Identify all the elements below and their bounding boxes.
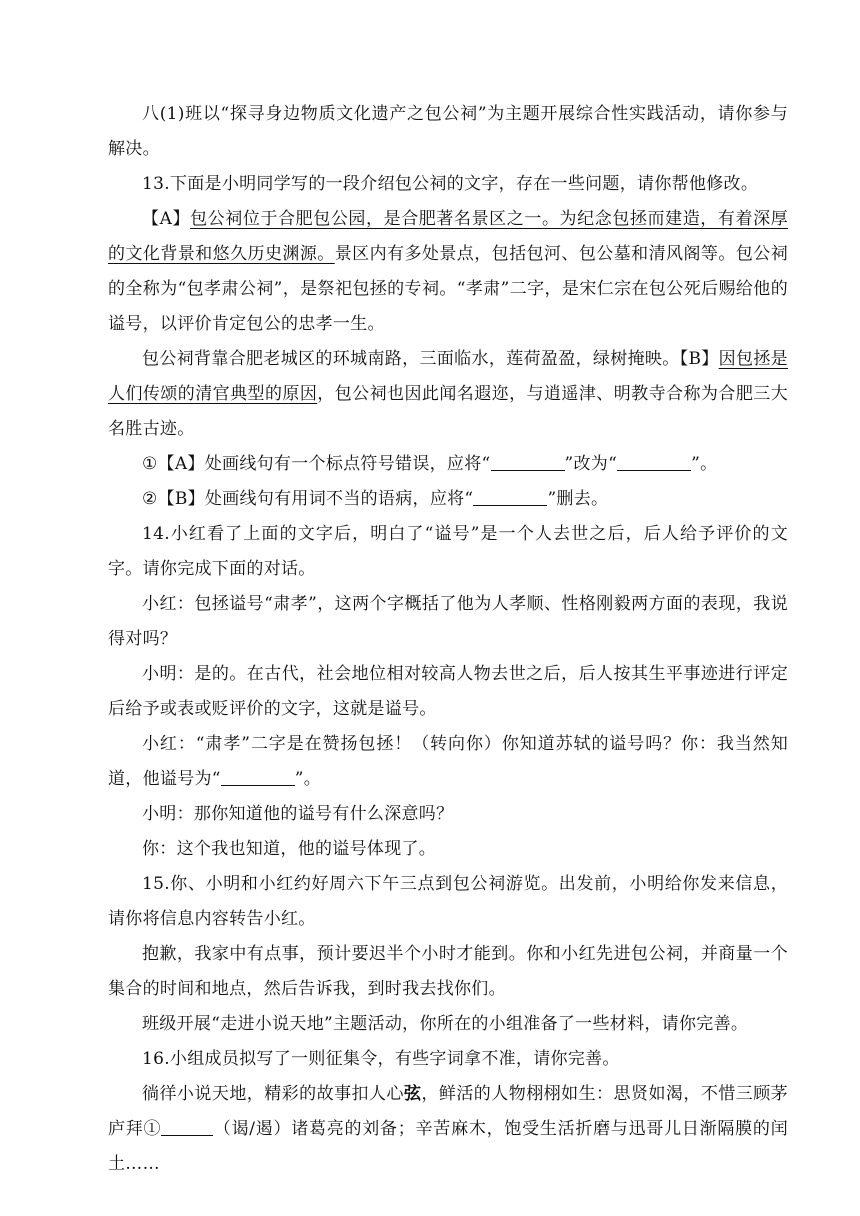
dialogue-line-3 [108,727,788,797]
underlined-sentence-b: 因包拯是人们传颂的清官典型的原因 [108,349,788,404]
intro-paragraph [108,97,788,167]
q15-message [108,937,788,1007]
q16-paragraph [108,1077,788,1182]
answer-blank-2[interactable] [617,452,691,471]
answer-blank-4[interactable] [221,767,295,786]
passage-2-before: 包公祠背靠合肥老城区的环城南路，三面临水，莲荷盈盈，绿树掩映。 [142,349,680,369]
sub2-part-a: ②【B】处画线句有用词不当的语病，应将“ [142,489,474,509]
sub2-part-b: ”删去。 [547,489,609,509]
dialogue-1-text: 小红：包拯谥号“肃孝”，这两个字概括了他为人孝顺、性格刚毅两方面的表现，我说得对吗？ [108,594,788,649]
dialogue-3-part-b: ”。 [294,769,322,789]
dialogue-line-1 [108,587,788,657]
q13-passage-paragraph-2 [108,342,788,447]
underlined-sentence-a: 包公祠位于合肥包公园，是合肥著名景区之一。为纪念包拯而建造，有着深厚的文化背景和悠久历史渊源。 [108,209,788,264]
q16-part-a: 徜徉小说天地，精彩的故事扣人心 [142,1084,404,1104]
q16-part-b: ，鲜活的人物栩栩如生：思贤如渴，不惜三顾茅庐拜① [108,1084,788,1139]
dialogue-line-5 [108,832,788,867]
dialogue-line-4 [108,797,788,832]
dialogue-line-2 [108,657,788,727]
q16-stem-text: 16.小组成员拟写了一则征集令，有些字词拿不准，请你完善。 [142,1049,620,1069]
tag-a: 【A】 [142,209,191,229]
q13-stem [108,167,788,202]
q15-stem [108,867,788,937]
q15-stem-text: 15.你、小明和小红约好周六下午三点到包公祠游览。出发前，小明给你发来信息，请你将信息内容转告小红。 [108,874,788,929]
dialogue-3-part-a: 小红：“肃孝”二字是在赞扬包拯！（转向你）你知道苏轼的谥号吗？你：我当然知道，他谥号为“ [108,734,788,789]
tag-b: 【B】 [679,349,719,369]
intro-text: 八(1)班以“探寻身边物质文化遗产之包公祠”为主题开展综合性实践活动，请你参与解决。 [108,104,788,159]
q15-message-text: 抱歉，我家中有点事，预计要迟半个小时才能到。你和小红先进包公祠，并商量一个集合的时间和地点，然后告诉我，到时我去找你们。 [108,944,788,999]
document-body [108,97,788,1182]
dialogue-5-text: 你：这个我也知道，他的谥号体现了。 [142,839,437,859]
q14-stem [108,517,788,587]
activity-2-text: 班级开展“走进小说天地”主题活动，你所在的小组准备了一些材料，请你完善。 [142,1014,749,1034]
q16-part-c: （谒/遏）诸葛亮的刘备；辛苦麻木，饱受生活折磨与迅哥儿日渐隔膜的闰土…… [108,1119,788,1174]
answer-blank-1[interactable] [491,452,565,471]
q13-stem-text: 13.下面是小明同学写的一段介绍包公祠的文字，存在一些问题，请你帮他修改。 [142,174,759,194]
q13-subquestion-1 [108,447,788,482]
dialogue-2-text: 小明：是的。在古代，社会地位相对较高人物去世之后，后人按其生平事迹进行评定后给予或表或贬评价的文字，这就是谥号。 [108,664,788,719]
sub1-part-a: ①【A】处画线句有一个标点符号错误，应将“ [142,454,491,474]
answer-blank-3[interactable] [473,487,547,506]
q13-passage-paragraph-1 [108,202,788,342]
passage-2-after: ，包公祠也因此闻名遐迩，与逍遥津、明教寺合称为合肥三大名胜古迹。 [108,384,788,439]
passage-1-rest: 景区内有多处景点，包括包河、包公墓和清风阁等。包公祠的全称为“包孝肃公祠”，是祭祀包拯的专祠。“孝肃”二字，是宋仁宗在包公死后赐给他的谥号，以评价肯定包公的忠孝一生。 [108,244,788,334]
dialogue-4-text: 小明：那你知道他的谥号有什么深意吗？ [142,804,454,824]
q13-subquestion-2 [108,482,788,517]
q16-bold-char: 弦 [403,1084,422,1104]
answer-blank-5[interactable] [161,1117,213,1136]
activity-2-intro [108,1007,788,1042]
q14-stem-text: 14.小红看了上面的文字后，明白了“谥号”是一个人去世之后，后人给予评价的文字。请你完成下面的对话。 [108,524,788,579]
sub1-part-c: ”。 [691,454,718,474]
sub1-part-b: ”改为“ [564,454,618,474]
q16-stem [108,1042,788,1077]
